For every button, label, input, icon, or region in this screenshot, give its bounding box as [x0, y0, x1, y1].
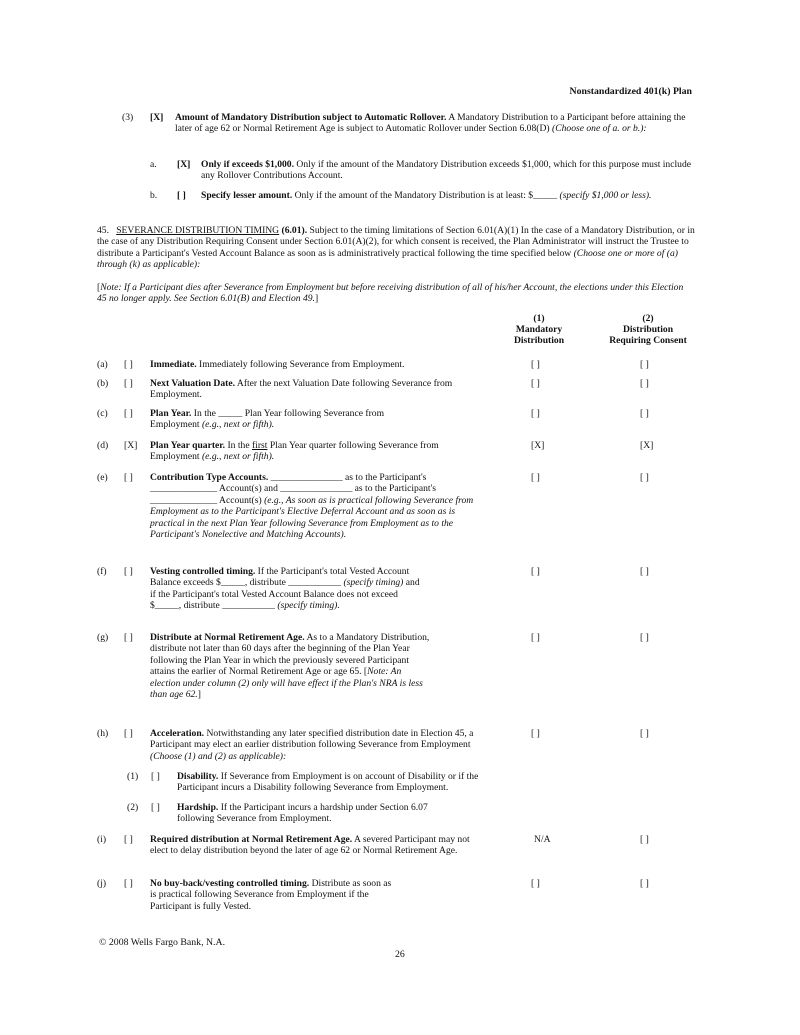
row-f-checkbox: [ ] [124, 566, 133, 577]
row-h2-number: (2) [127, 802, 139, 813]
row-b-text: Next Valuation Date. After the next Valuation Date following Severance from Employment. [150, 378, 453, 401]
item3a-text: Only if exceeds $1,000. Only if the amount of the Mandatory Distribution exceeds $1,000, which for this purpose must include any Rollover Contributions Account. [201, 159, 692, 182]
row-h1-checkbox: [ ] [151, 771, 160, 782]
row-a-col2-checkbox: [ ] [640, 359, 649, 370]
row-f-letter: (f) [97, 566, 107, 577]
row-h1-text: Disability. If Severance from Employment is on account of Disability or if the Participant incurs a Disability following Severance from Employment. [177, 771, 479, 794]
row-h-checkbox: [ ] [124, 728, 133, 739]
row-e-col1-checkbox: [ ] [531, 472, 540, 483]
page-number: 26 [395, 949, 405, 960]
row-h-letter: (h) [97, 728, 109, 739]
row-b-letter: (b) [97, 378, 109, 389]
row-g-col1-checkbox: [ ] [531, 632, 540, 643]
row-c-text: Plan Year. In the _____ Plan Year following Severance from Employment (e.g., next or fifth). [150, 408, 385, 431]
row-a-text: Immediate. Immediately following Severance from Employment. [150, 359, 405, 370]
row-d-checkbox: [X] [124, 440, 138, 451]
row-c-col2-checkbox: [ ] [640, 408, 649, 419]
row-h-text: Acceleration. Notwithstanding any later specified distribution date in Election 45, a Participant may elect an earlier distribution following Severance from Employment (Choose (1) and (2) as applicable): [150, 728, 474, 762]
footer-copyright: © 2008 Wells Fargo Bank, N.A. [99, 937, 226, 948]
row-h1-number: (1) [127, 771, 139, 782]
row-e-checkbox: [ ] [124, 472, 133, 483]
row-c-col1-checkbox: [ ] [531, 408, 540, 419]
row-h-col2-checkbox: [ ] [640, 728, 649, 739]
row-d-col1-checkbox: [X] [531, 440, 545, 451]
row-g-col2-checkbox: [ ] [640, 632, 649, 643]
row-c-letter: (c) [97, 408, 108, 419]
row-b-col1-checkbox: [ ] [531, 378, 540, 389]
row-g-checkbox: [ ] [124, 632, 133, 643]
row-i-checkbox: [ ] [124, 834, 133, 845]
row-a-letter: (a) [97, 359, 108, 370]
row-d-col2-checkbox: [X] [640, 440, 654, 451]
item3-checkbox: [X] [150, 112, 164, 123]
row-f-col1-checkbox: [ ] [531, 566, 540, 577]
row-b-col2-checkbox: [ ] [640, 378, 649, 389]
item3a-checkbox: [X] [177, 159, 191, 170]
row-h-col1-checkbox: [ ] [531, 728, 540, 739]
row-b-checkbox: [ ] [124, 378, 133, 389]
row-a-checkbox: [ ] [124, 359, 133, 370]
row-e-text: Contribution Type Accounts. _______________ as to the Participant's ______________ Account(s) and _______________ as to the Participant's ______________ Account(s) (e.g., As soon as is practical following Severance from Employment as to the Participant's Elective Deferral Account and as soon as is practical in the next Plan Year following Severance from Employment as to the Participant's Nonelective and Matching Accounts). [150, 472, 474, 541]
row-j-col2-checkbox: [ ] [640, 878, 649, 889]
row-e-col2-checkbox: [ ] [640, 472, 649, 483]
row-d-filled-value: first [251, 440, 268, 451]
row-h2-checkbox: [ ] [151, 802, 160, 813]
column-1-header: (1) Mandatory Distribution [513, 313, 565, 347]
item3b-letter: b. [150, 190, 158, 201]
row-a-col1-checkbox: [ ] [531, 359, 540, 370]
row-j-checkbox: [ ] [124, 878, 133, 889]
item3a-letter: a. [150, 159, 157, 170]
row-f-col2-checkbox: [ ] [640, 566, 649, 577]
column-2-header: (2) Distribution Requiring Consent [609, 313, 687, 347]
row-i-col1-value: N/A [534, 834, 551, 845]
row-f-text: Vesting controlled timing. If the Participant's total Vested Account Balance exceeds $_____, distribute ___________ (specify timing) and if the Participant's total Vested Account Balance does not exceed $_____, distribute ___________ (specify timing). [150, 566, 420, 612]
row-c-checkbox: [ ] [124, 408, 133, 419]
section45-paragraph: 45. SEVERANCE DISTRIBUTION TIMING (6.01). Subject to the timing limitations of Section 6.01(A)(1) In the case of a Mandatory Distribution, or in the case of any Distribution Requiring Consent under Section 6.01(A)(2), for which consent is received, the Plan Administrator will instruct the Trustee to distribute a Participant's Vested Account Balance as soon as is administratively practical following the time specified below (Choose one or more of (a) through (k) as applicable): [97, 225, 695, 271]
row-h2-text: Hardship. If the Participant incurs a hardship under Section 6.07 following Severance from Employment. [177, 802, 428, 825]
section45-note: [Note: If a Participant dies after Severance from Employment but before receiving distribution of all of his/her Account, the elections under this Election 45 no longer apply. See Section 6.01(B) and Election 49.] [97, 282, 684, 305]
row-d-text: Plan Year quarter. In the first Plan Year quarter following Severance from Employment (e.g., next or fifth). [150, 440, 439, 463]
item3-number: (3) [122, 112, 134, 123]
row-j-text: No buy-back/vesting controlled timing. Distribute as soon as is practical following Severance from Employment if the Participant is fully Vested. [150, 878, 392, 912]
row-d-letter: (d) [97, 440, 109, 451]
row-j-letter: (j) [97, 878, 107, 889]
row-g-text: Distribute at Normal Retirement Age. As to a Mandatory Distribution, distribute not later than 60 days after the beginning of the Plan Year following the Plan Year in which the previously severed Participant attains the earlier of Normal Retirement Age or age 65. [Note: An election under column (2) only will have effect if the Plan's NRA is less than age 62.] [150, 632, 430, 701]
row-i-text: Required distribution at Normal Retirement Age. A severed Participant may not elect to delay distribution beyond the later of age 62 or Normal Retirement Age. [150, 834, 470, 857]
item3-text: Amount of Mandatory Distribution subject to Automatic Rollover. A Mandatory Distribution to a Participant before attaining the later of age 62 or Normal Retirement Age is subject to Automatic Rollover under Section 6.08(D) (Choose one of a. or b.): [175, 112, 686, 135]
row-j-col1-checkbox: [ ] [531, 878, 540, 889]
item3b-checkbox: [ ] [177, 190, 186, 201]
section45-title: SEVERANCE DISTRIBUTION TIMING [116, 225, 280, 236]
item3b-text: Specify lesser amount. Only if the amount of the Mandatory Distribution is at least: $_____ (specify $1,000 or less). [201, 190, 652, 201]
row-i-col2-checkbox: [ ] [640, 834, 649, 845]
row-g-letter: (g) [97, 632, 109, 643]
row-e-letter: (e) [97, 472, 108, 483]
page-header: Nonstandardized 401(k) Plan [569, 86, 692, 97]
row-i-letter: (i) [97, 834, 107, 845]
